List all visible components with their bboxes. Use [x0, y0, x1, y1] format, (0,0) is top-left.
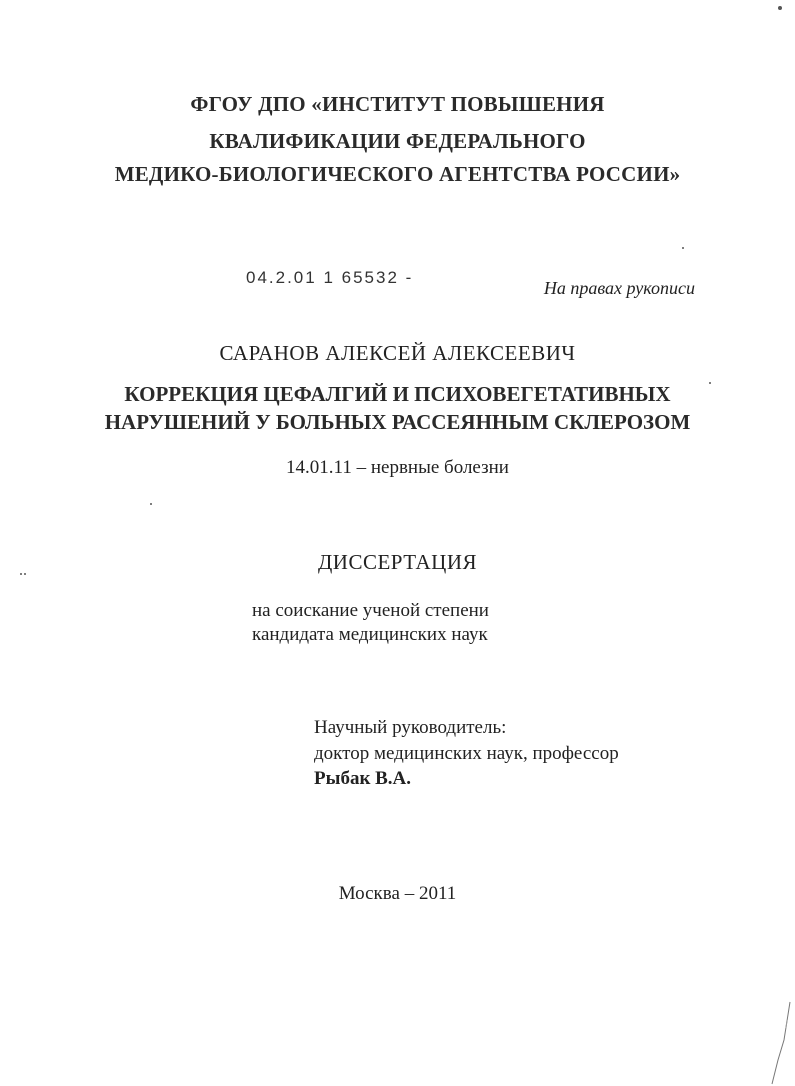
scan-speck [778, 6, 782, 10]
supervisor-title: доктор медицинских наук, профессор [314, 743, 619, 764]
document-type: ДИССЕРТАЦИЯ [317, 550, 478, 574]
institution-line-2: КВАЛИФИКАЦИИ ФЕДЕРАЛЬНОГО [209, 129, 586, 153]
degree-line-2: кандидата медицинских наук [252, 624, 488, 645]
manuscript-note: На правах рукописи [543, 278, 695, 298]
scan-speck [24, 573, 26, 575]
institution-line-1: ФГОУ ДПО «ИНСТИТУТ ПОВЫШЕНИЯ [190, 92, 605, 116]
supervisor-name: Рыбак В.А. [314, 768, 412, 789]
supervisor-label: Научный руководитель: [314, 717, 507, 738]
dissertation-title-line-1: КОРРЕКЦИЯ ЦЕФАЛГИЙ И ПСИХОВЕГЕТАТИВНЫХ [124, 382, 671, 406]
dissertation-title-line-2: НАРУШЕНИЙ У БОЛЬНЫХ РАССЕЯННЫМ СКЛЕРОЗОМ [104, 410, 691, 434]
place-year: Москва – 2011 [338, 883, 457, 904]
scan-speck [709, 382, 711, 384]
degree-line-1: на соискание ученой степени [252, 600, 489, 621]
specialty: 14.01.11 – нервные болезни [286, 457, 509, 478]
institution-line-3: МЕДИКО-БИОЛОГИЧЕСКОГО АГЕНТСТВА РОССИИ» [114, 162, 681, 186]
registry-code: 04.2.01 1 65532 - [246, 268, 414, 287]
scan-edge-line [760, 1000, 795, 1086]
scan-speck [150, 503, 152, 505]
scan-speck [20, 573, 22, 575]
scan-speck [682, 247, 684, 249]
author-name: САРАНОВ АЛЕКСЕЙ АЛЕКСЕЕВИЧ [219, 341, 576, 365]
